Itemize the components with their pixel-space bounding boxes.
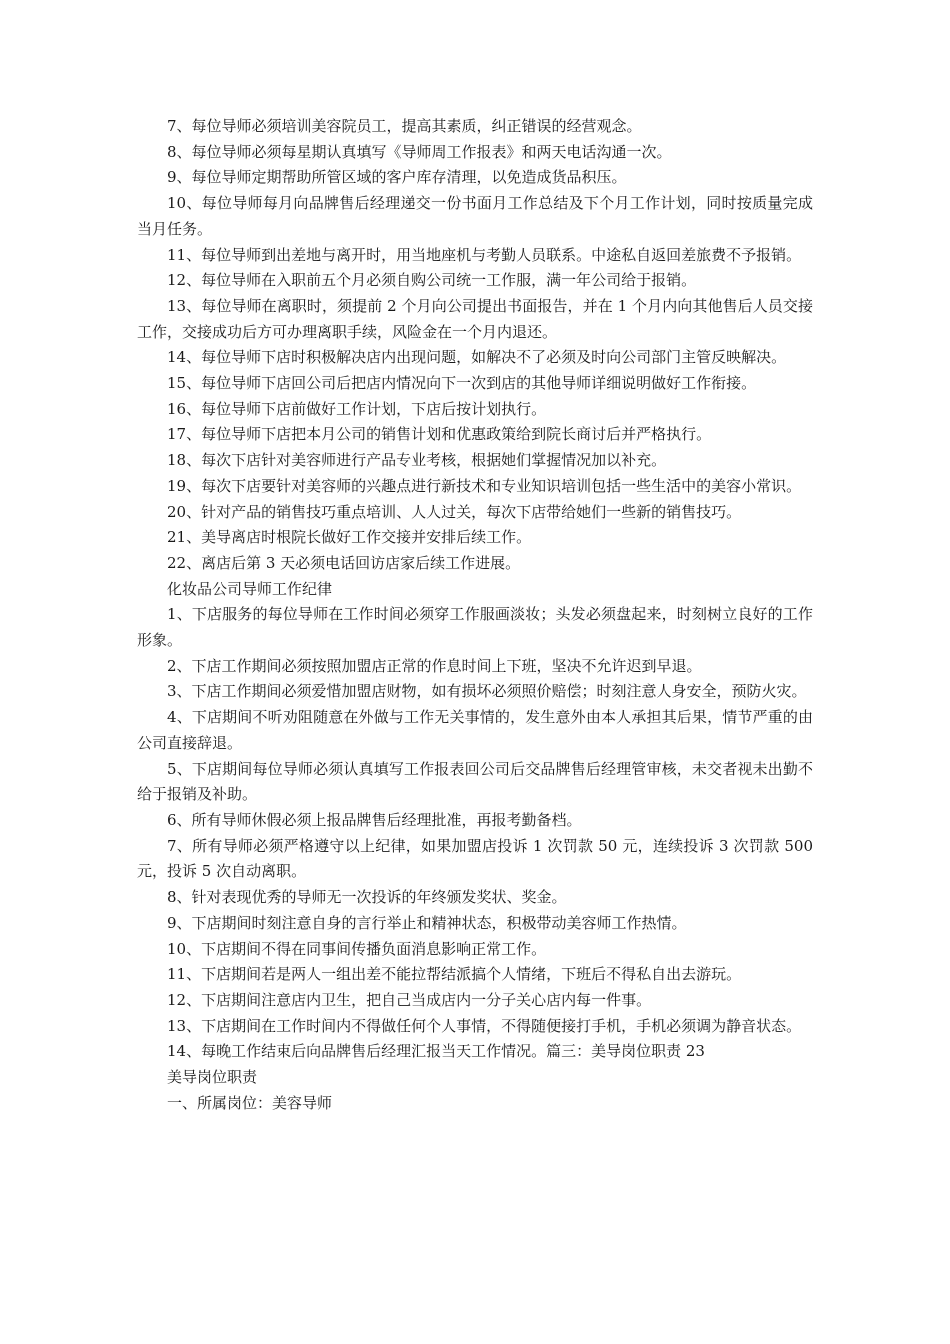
paragraph-rule-9: 9、下店期间时刻注意自身的言行举止和精神状态，积极带动美容师工作热情。 xyxy=(167,913,687,932)
document-body xyxy=(137,114,813,1116)
paragraph-duty-18: 18、每次下店针对美容师进行产品专业考核，根据她们掌握情况加以补充。 xyxy=(167,451,667,470)
paragraph-rule-8: 8、针对表现优秀的导师无一次投诉的年终颁发奖状、奖金。 xyxy=(167,888,567,907)
paragraph-duty-10: 10、每位导师每月向品牌售后经理递交一份书面月工作总结及下个月工作计划，同时按质量完成当月任务。 xyxy=(137,194,813,238)
section-heading-job-duties: 美导岗位职责 xyxy=(167,1068,258,1087)
paragraph-duty-19: 19、每次下店要针对美容师的兴趣点进行新技术和专业知识培训包括一些生活中的美容小常识。 xyxy=(167,476,802,495)
paragraph-duty-14: 14、每位导师下店时积极解决店内出现问题，如解决不了必须及时向公司部门主管反映解决。 xyxy=(167,348,787,367)
paragraph-rule-10: 10、下店期间不得在同事间传播负面消息影响正常工作。 xyxy=(167,939,547,958)
paragraph-rule-3: 3、下店工作期间必须爱惜加盟店财物，如有损坏必须照价赔偿；时刻注意人身安全，预防火灾。 xyxy=(167,682,807,701)
paragraph-rule-14: 14、每晚工作结束后向品牌售后经理汇报当天工作情况。篇三：美导岗位职责 23 xyxy=(167,1042,705,1061)
paragraph-duty-20: 20、针对产品的销售技巧重点培训、人人过关，每次下店带给她们一些新的销售技巧。 xyxy=(167,502,742,521)
paragraph-rule-5: 5、下店期间每位导师必须认真填写工作报表回公司后交品牌售后经理管审核，未交者视未出勤不给于报销及补助。 xyxy=(137,759,813,804)
paragraph-duty-13: 13、每位导师在离职时，须提前 2 个月向公司提出书面报告，并在 1 个月内向其他售后人员交接工作，交接成功后方可办理离职手续，风险金在一个月内退还。 xyxy=(137,296,813,341)
paragraph-rule-1: 1、下店服务的每位导师在工作时间必须穿工作服画淡妆；头发必须盘起来，时刻树立良好的工作形象。 xyxy=(137,605,813,650)
paragraph-rule-13: 13、下店期间在工作时间内不得做任何个人事情，不得随便接打手机，手机必须调为静音状态。 xyxy=(167,1016,802,1035)
paragraph-rule-11: 11、下店期间若是两人一组出差不能拉帮结派搞个人情绪，下班后不得私自出去游玩。 xyxy=(167,965,742,984)
paragraph-duty-15: 15、每位导师下店回公司后把店内情况向下一次到店的其他导师详细说明做好工作衔接。 xyxy=(167,374,757,393)
paragraph-duty-12: 12、每位导师在入职前五个月必须自购公司统一工作服，满一年公司给于报销。 xyxy=(167,271,697,290)
paragraph-duty-7: 7、每位导师必须培训美容院员工，提高其素质，纠正错误的经营观念。 xyxy=(167,117,642,135)
paragraph-rule-12: 12、下店期间注意店内卫生，把自己当成店内一分子关心店内每一件事。 xyxy=(167,990,652,1009)
paragraph-duty-9: 9、每位导师定期帮助所管区域的客户库存清理，以免造成货品积压。 xyxy=(167,168,627,187)
paragraph-rule-2: 2、下店工作期间必须按照加盟店正常的作息时间上下班，坚决不允许迟到早退。 xyxy=(167,656,702,675)
paragraph-duty-11: 11、每位导师到出差地与离开时，用当地座机与考勤人员联系。中途私自返回差旅费不予报销。 xyxy=(167,245,802,264)
section-heading-discipline: 化妆品公司导师工作纪律 xyxy=(167,579,333,598)
paragraph-rule-4: 4、下店期间不听劝阻随意在外做与工作无关事情的，发生意外由本人承担其后果，情节严重的由公司直接辞退。 xyxy=(137,708,813,752)
paragraph-duty-8: 8、每位导师必须每星期认真填写《导师周工作报表》和两天电话沟通一次。 xyxy=(167,142,672,161)
paragraph-rule-7: 7、所有导师必须严格遵守以上纪律，如果加盟店投诉 1 次罚款 50 元，连续投诉 3 次罚款 500 元，投诉 5 次自动离职。 xyxy=(137,836,813,881)
paragraph-duty-21: 21、美导离店时根院长做好工作交接并安排后续工作。 xyxy=(167,528,532,547)
paragraph-rule-6: 6、所有导师休假必须上报品牌售后经理批准，再报考勤备档。 xyxy=(167,810,582,829)
paragraph-duty-17: 17、每位导师下店把本月公司的销售计划和优惠政策给到院长商讨后并严格执行。 xyxy=(167,425,712,444)
paragraph-duty-22: 22、离店后第 3 天必须电话回访店家后续工作进展。 xyxy=(167,553,521,572)
section-heading-position: 一、所属岗位：美容导师 xyxy=(167,1093,333,1112)
paragraph-duty-16: 16、每位导师下店前做好工作计划，下店后按计划执行。 xyxy=(167,399,547,418)
